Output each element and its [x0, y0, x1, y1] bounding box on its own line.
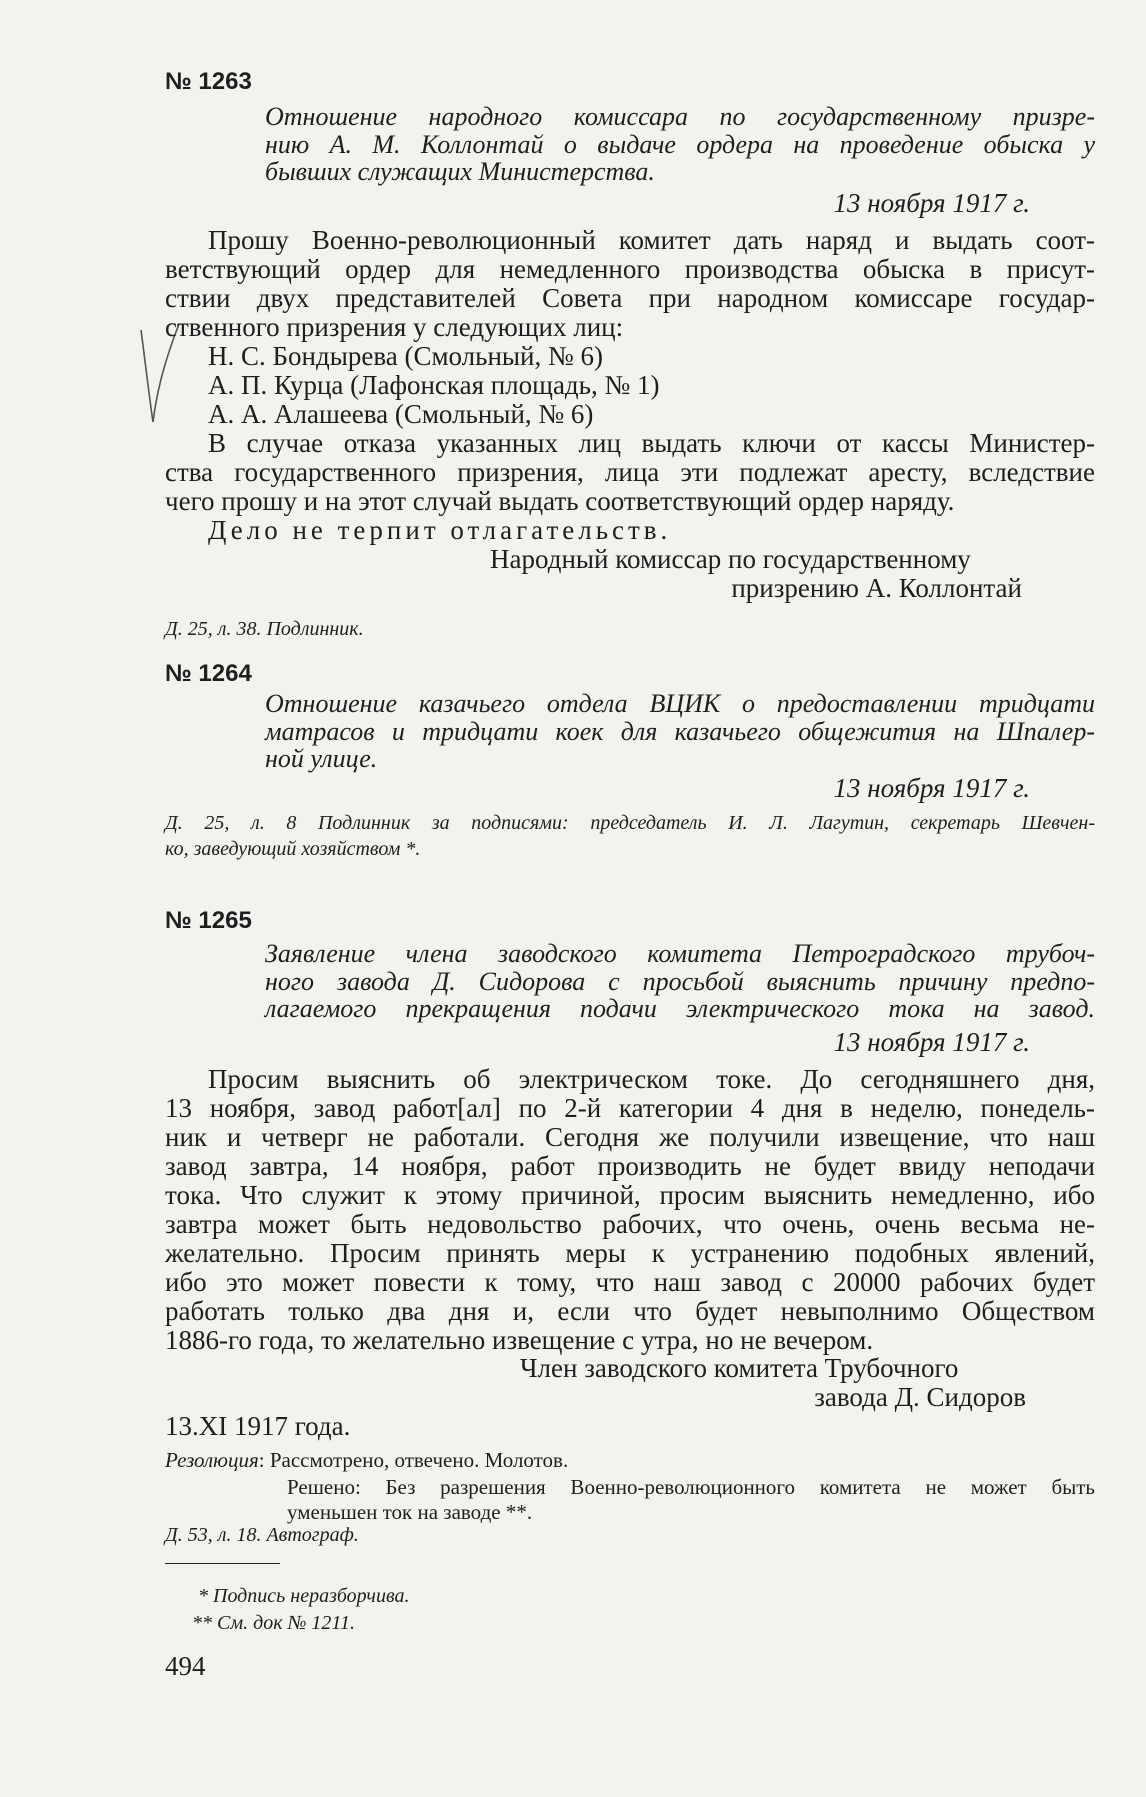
footnote: * Подпись неразборчива.	[198, 1585, 410, 1607]
text-line: 13 ноября, завод работ[ал] по 2-й категории 4 дня в неделю, понедель-	[165, 1093, 1095, 1123]
signature-line: завода Д. Сидоров	[814, 1382, 1026, 1412]
persons-list	[208, 342, 908, 429]
dateline: 13.XI 1917 года.	[165, 1411, 351, 1441]
document-title	[265, 103, 1095, 186]
text-line: Решено: Без разрешения Военно-революционного комитета не может быть	[287, 1475, 1095, 1499]
text-line: ник и четверг не работали. Сегодня же получили извещение, что наш	[165, 1122, 1095, 1152]
text-line: ко, заведующий хозяйством *.	[165, 838, 421, 860]
text-line: Заявление члена заводского комитета Петроградского трубоч-	[265, 939, 1095, 968]
resolution-text: : Рассмотрено, отвечено. Молотов.	[258, 1448, 569, 1472]
signature-line: призрению А. Коллонтай	[731, 573, 1022, 603]
text-line: матрасов и тридцати коек для казачьего общежития на Шпалер-	[265, 716, 1095, 746]
text-line: А. А. Алашеева (Смольный, № 6)	[208, 399, 594, 429]
text-line: Отношение народного комиссара по государственному призре-	[265, 102, 1095, 131]
text-line: бывших служащих Министерства.	[265, 157, 655, 186]
document-body	[165, 1065, 1095, 1355]
text-line: лагаемого прекращения подачи электрического тока на завод.	[265, 994, 1095, 1023]
text-line: А. П. Курца (Лафонская площадь, № 1)	[208, 370, 660, 400]
page-number: 494	[165, 1651, 206, 1681]
text-line: ного завода Д. Сидорова с просьбой выяснить причину предпо-	[265, 966, 1095, 996]
text-line: Н. С. Бондырева (Смольный, № 6)	[208, 341, 604, 371]
document-date: 13 ноября 1917 г.	[833, 773, 1030, 803]
text-line: ветствующий ордер для немедленного производства обыска в присут-	[165, 254, 1095, 284]
text-line: Отношение казачьего отдела ВЦИК о предоставлении тридцати	[265, 689, 1095, 718]
document-number: № 1264	[165, 660, 252, 687]
text-line: чего прошу и на этот случай выдать соответствующий ордер наряду.	[165, 486, 955, 516]
archive-source	[165, 810, 1095, 862]
document-date: 13 ноября 1917 г.	[833, 188, 1030, 218]
resolution	[165, 1448, 568, 1473]
document-number: № 1265	[165, 907, 252, 934]
text-line: работать только два дня и, если что будет невыполнимо Обществом	[165, 1296, 1095, 1326]
text-line: Просим выяснить об электрическом токе. До сегодняшнего дня,	[208, 1064, 1095, 1094]
text-line: Д. 25, л. 8 Подлинник за подписями: председатель И. Л. Лагутин, секретарь Шевчен-	[165, 812, 1095, 834]
document-body	[165, 226, 1095, 342]
urgent-note: Дело не терпит отлагательств.	[208, 515, 672, 545]
text-line: Прошу Военно-революционный комитет дать наряд и выдать соот-	[208, 225, 1095, 255]
text-line: желательно. Просим принять меры к устранению подобных явлений,	[165, 1238, 1095, 1268]
text-line: ства государственного призрения, лица эти подлежат аресту, вследствие	[165, 457, 1095, 487]
footnote-divider	[165, 1563, 280, 1564]
archive-source: Д. 25, л. 38. Подлинник.	[165, 618, 364, 640]
text-line: В случае отказа указанных лиц выдать ключи от кассы Министер-	[208, 428, 1095, 458]
text-line: ной улице.	[265, 744, 378, 773]
text-line: завтра может быть недовольство рабочих, что очень, очень весьма не-	[165, 1209, 1095, 1239]
archive-source: Д. 53, л. 18. Автограф.	[165, 1524, 359, 1546]
text-line: ибо это может повести к тому, что наш завод с 20000 рабочих будет	[165, 1267, 1095, 1297]
document-title	[265, 690, 1095, 773]
text-line: тока. Что служит к этому причиной, просим выяснить немедленно, ибо	[165, 1180, 1095, 1210]
signature-line: Член заводского комитета Трубочного	[520, 1353, 959, 1383]
decision	[287, 1475, 1095, 1525]
text-line: завод завтра, 14 ноября, работ производить не будет ввиду неподачи	[165, 1151, 1095, 1181]
text-line: ствии двух представителей Совета при народном комиссаре государ-	[165, 283, 1095, 313]
document-number: № 1263	[165, 68, 252, 95]
signature-line: Народный комиссар по государственному	[490, 544, 971, 574]
resolution-label: Резолюция	[165, 1448, 259, 1472]
text-line: 1886-го года, то желательно извещение с утра, но не вечером.	[165, 1325, 874, 1355]
text-line: нию А. М. Коллонтай о выдаче ордера на проведение обыска у	[265, 129, 1095, 159]
document-title	[265, 940, 1095, 1023]
document-body-2	[165, 429, 1095, 516]
document-date: 13 ноября 1917 г.	[833, 1027, 1030, 1057]
footnote: ** См. док № 1211.	[192, 1612, 355, 1634]
text-line: ственного призрения у следующих лиц:	[165, 312, 624, 342]
text-line: уменьшен ток на заводе **.	[287, 1500, 533, 1524]
